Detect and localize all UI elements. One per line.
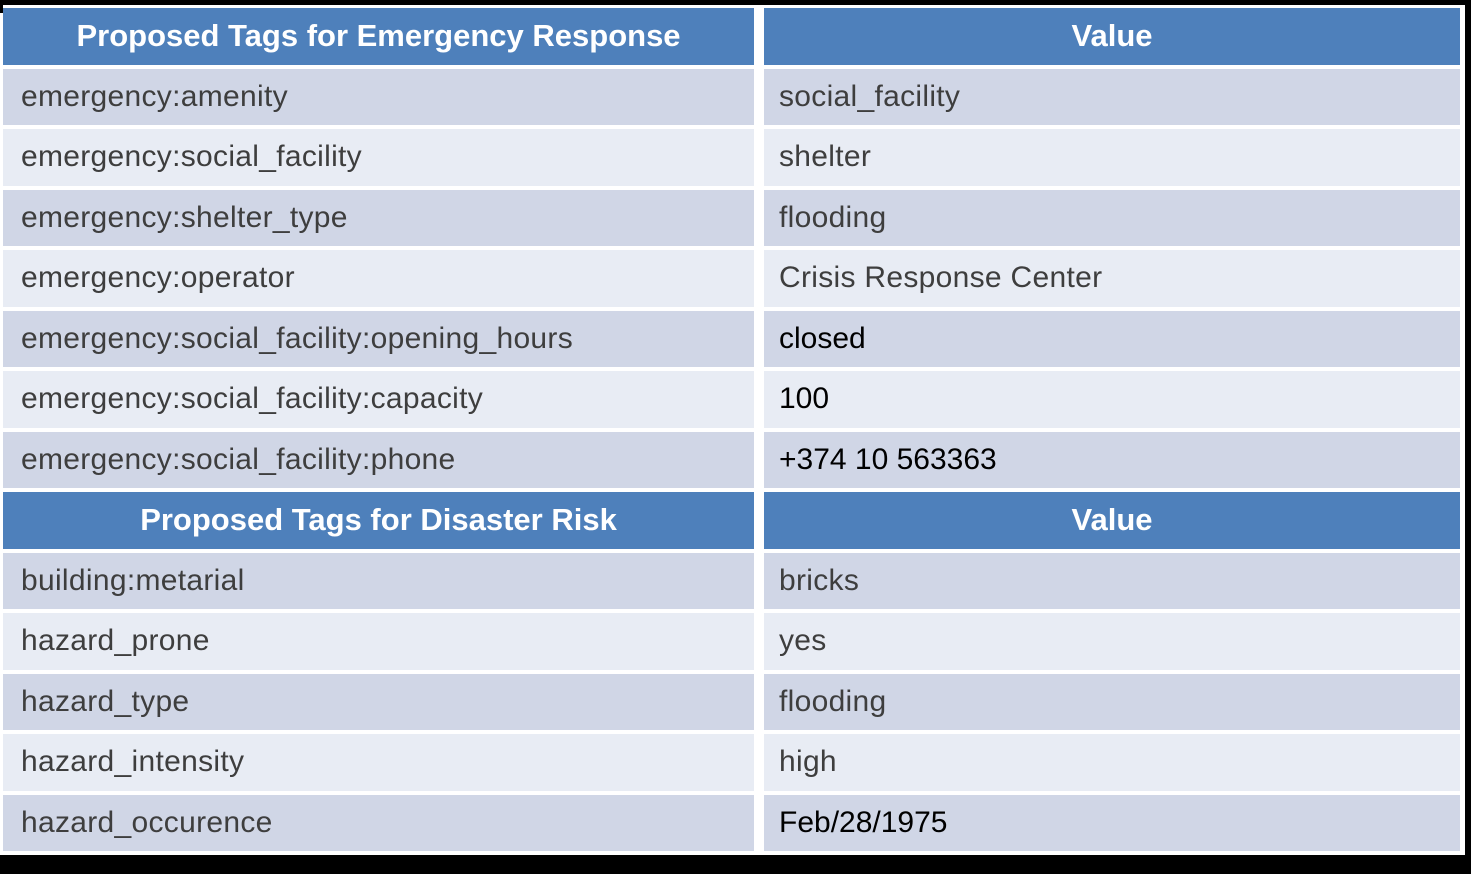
tag-value-cell: high [764, 734, 1460, 791]
frame-right-bar [1465, 0, 1471, 874]
tag-key-cell: emergency:amenity [3, 69, 754, 126]
table-row [3, 674, 1460, 731]
table-row [3, 734, 1460, 791]
tag-value-cell: 100 [764, 371, 1460, 428]
frame-top-bar [0, 0, 1471, 5]
section-title: Proposed Tags for Disaster Risk [3, 492, 754, 549]
tag-key-cell: emergency:social_facility [3, 129, 754, 186]
table-row [3, 613, 1460, 670]
table-row [3, 250, 1460, 307]
table-row [3, 190, 1460, 247]
frame-corner-notch [0, 0, 3, 13]
frame-bottom-bar [0, 855, 1471, 874]
tag-value-cell: closed [764, 311, 1460, 368]
table-row [3, 553, 1460, 610]
section-header-row [3, 492, 1460, 549]
table-row [3, 129, 1460, 186]
tag-value-cell: Feb/28/1975 [764, 795, 1460, 852]
tag-value-cell: Crisis Response Center [764, 250, 1460, 307]
tag-value-cell: shelter [764, 129, 1460, 186]
tag-key-cell: emergency:shelter_type [3, 190, 754, 247]
proposed-tags-table [3, 8, 1460, 855]
tag-key-cell: emergency:social_facility:phone [3, 432, 754, 489]
tag-key-cell: emergency:social_facility:capacity [3, 371, 754, 428]
value-column-header: Value [764, 8, 1460, 65]
tag-value-cell: flooding [764, 190, 1460, 247]
tag-value-cell: flooding [764, 674, 1460, 731]
tag-key-cell: building:metarial [3, 553, 754, 610]
tag-value-cell: +374 10 563363 [764, 432, 1460, 489]
tag-key-cell: hazard_type [3, 674, 754, 731]
tag-key-cell: emergency:social_facility:opening_hours [3, 311, 754, 368]
section-header-row [3, 8, 1460, 65]
tag-value-cell: bricks [764, 553, 1460, 610]
tag-value-cell: yes [764, 613, 1460, 670]
tag-key-cell: emergency:operator [3, 250, 754, 307]
table-row [3, 795, 1460, 852]
tag-value-cell: social_facility [764, 69, 1460, 126]
table-row [3, 432, 1460, 489]
tag-key-cell: hazard_intensity [3, 734, 754, 791]
value-column-header: Value [764, 492, 1460, 549]
section-title: Proposed Tags for Emergency Response [3, 8, 754, 65]
tag-key-cell: hazard_prone [3, 613, 754, 670]
table-row [3, 69, 1460, 126]
table-row [3, 371, 1460, 428]
tag-key-cell: hazard_occurence [3, 795, 754, 852]
table-row [3, 311, 1460, 368]
